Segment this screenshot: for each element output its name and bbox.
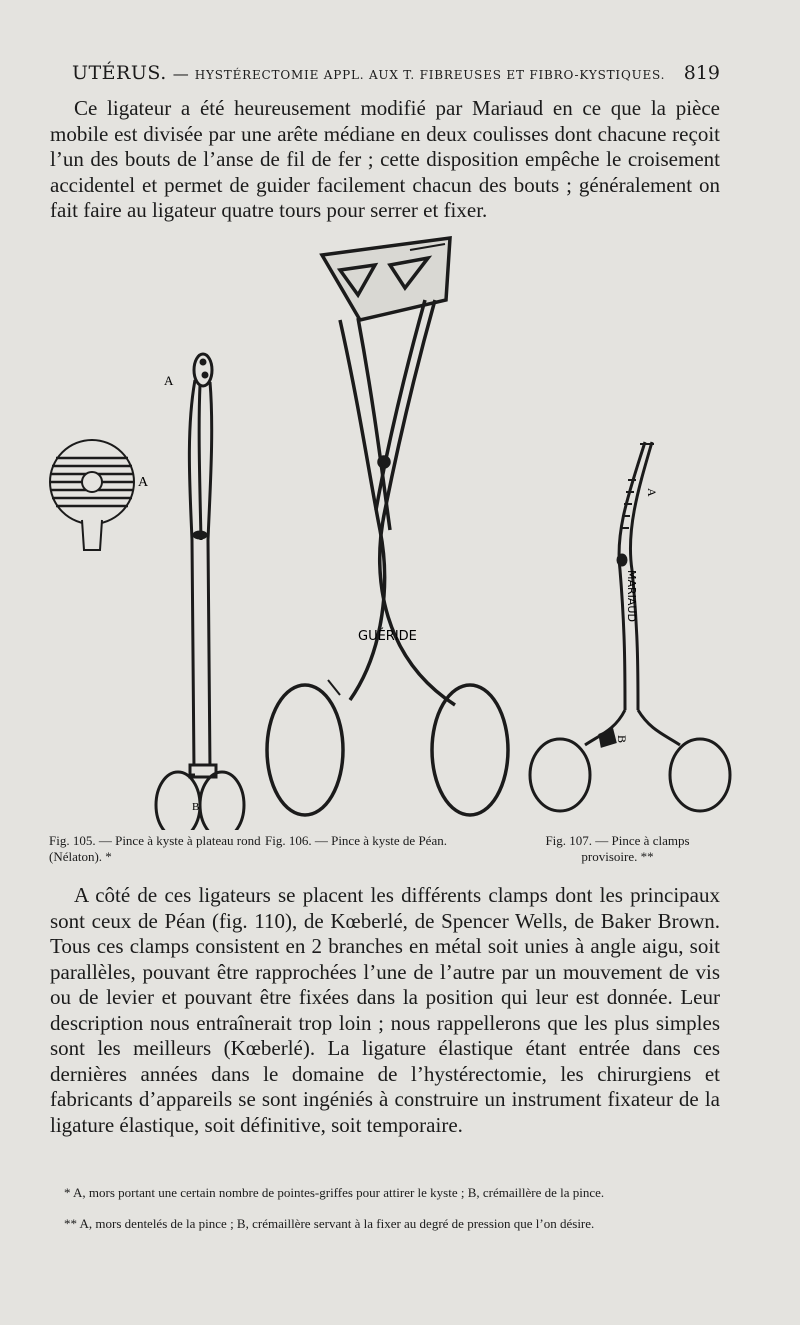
fig105-label-b: B: [192, 801, 200, 813]
footnote-2: ** A, mors dentelés de la pince ; B, crémaillère servant à la fixer au degré de pression que l’on désire.: [64, 1216, 595, 1231]
footnote-1: * A, mors portant une certain nombre de pointes-griffes pour attirer le kyste ; B, crémaillère de la pince.: [64, 1185, 605, 1200]
paragraph-clamps: A côté de ces ligateurs se placent les différents clamps dont les principaux sont ceux de Péan (fig. 110), de Kœberlé, de Spencer Wells, de Baker Brown. Tous ces clamps consistent en 2 branches en métal soit unies à angle aigu, soit parallèles, pouvant être rapprochées l’une de l’autre par un mouvement de vis ou de levier et pouvant être fixées dans la position qui leur est donnée. Leur description nous entraînerait trop loin ; nous rappellerons que les plus simples sont les meilleurs (Kœberlé). La ligature élastique étant entrée dans ces dernières années dans le domaine de l’hystérectomie, les chirurgiens et fabricants d’appareils se sont ingéniés à construire un instrument fixateur de la ligature élastique, soit définitive, soit temporaire.: [50, 883, 720, 1137]
caption-fig107: Fig. 107. — Pince à clamps provisoire. **: [545, 833, 690, 864]
fig106-engraving: GUÉRIDE: [358, 629, 417, 644]
running-header: [72, 62, 720, 86]
page-number: 819: [683, 62, 720, 84]
fig107-engraving: MARIAUD: [625, 570, 638, 622]
fig107-label-a: A: [645, 488, 659, 497]
fig105-plate-detail: [50, 440, 134, 550]
fig105-forceps: [156, 354, 244, 830]
paragraph-mariaud-ligateur: Ce ligateur a été heureusement modifié par Mariaud en ce que la pièce mobile est divisée par une arête médiane en deux coulisses dont chacune reçoit l’un des bouts de l’anse de fil de fer ; cette disposition empêche le croisement accidentel et permet de guider facilement chacun des bouts ; généralement on fait faire au ligateur quatre tours pour serrer et fixer.: [50, 96, 720, 222]
fig107-clamp-forceps: [530, 442, 730, 811]
figures-illustration: [40, 230, 740, 830]
fig106-pean-forceps: [267, 238, 508, 815]
caption-fig105: Fig. 105. — Pince à kyste à plateau rond (Nélaton). *: [49, 833, 261, 864]
header-title: UTÉRUS.: [72, 62, 167, 84]
caption-fig106: Fig. 106. — Pince à kyste de Péan.: [265, 833, 447, 848]
fig105-label-a: A: [164, 373, 174, 388]
header-subtitle: HYSTÉRECTOMIE APPL. AUX T. FIBREUSES ET FIBRO-KYSTIQUES.: [194, 68, 666, 82]
fig107-label-b: B: [615, 735, 629, 744]
header-dash: —: [172, 64, 189, 83]
fig105-detail-label-a: A: [138, 475, 149, 490]
